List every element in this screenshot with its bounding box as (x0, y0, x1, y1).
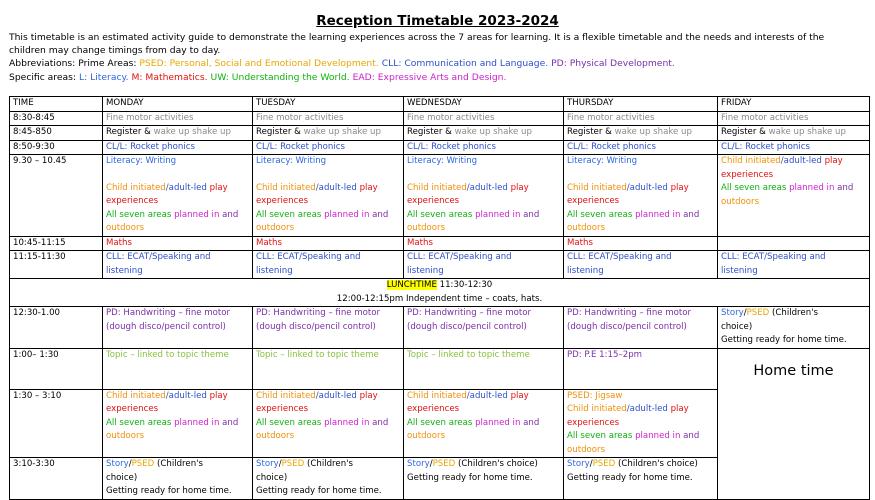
cell-child-initiated-block (564, 389, 718, 458)
cell-topic: Topic – linked to topic theme (404, 348, 564, 389)
child-initiated-line (256, 182, 400, 196)
outdoors-text: outdoors (407, 223, 446, 233)
abbr-l: L: Literacy. (78, 71, 129, 83)
child-initiated-text: Child initiated (106, 182, 166, 193)
cll-ecat-text: CLL: ECAT/Speaking and (567, 252, 672, 262)
planned-in-text: planned in (475, 209, 521, 220)
planned-in-text: planned in (475, 417, 521, 428)
lunch-cell (10, 279, 870, 307)
time-cell: 10:45-11:15 (10, 236, 103, 251)
register-text: Register & (567, 127, 612, 137)
register-text: Register & (106, 127, 151, 137)
and-text: and (523, 209, 540, 220)
childrens-choice-text: (Children's (304, 459, 353, 469)
experiences-text: experiences (256, 196, 309, 206)
story-text: Story (567, 459, 590, 469)
cell-cll-ecat (103, 251, 253, 279)
wake-up-text: wake up shake up (153, 127, 231, 137)
planned-in-text: planned in (635, 431, 681, 441)
time-cell: 12:30-1.00 (10, 307, 103, 349)
cell-register (564, 126, 718, 141)
slash-text: / (278, 459, 282, 469)
cell-handwriting (253, 307, 404, 349)
cell-story (404, 458, 564, 500)
experiences-text: experiences (106, 404, 159, 414)
table-row (10, 155, 870, 237)
cell-fine-motor: Fine motor activities (253, 111, 404, 126)
childrens-choice-text: (Children's choice) (615, 459, 698, 469)
childrens-choice-text: (Children's (769, 308, 818, 318)
all-seven-text: All seven areas (567, 209, 633, 220)
cell-literacy-block (253, 155, 404, 237)
play-text: play (510, 390, 529, 401)
choice-close-text: choice) (106, 472, 138, 483)
and-text: and (222, 417, 239, 428)
outdoors-text: outdoors (256, 431, 295, 441)
prime-areas-line (9, 57, 869, 70)
intro-line-1: This timetable is an estimated activity guide to demonstrate the learning experiences across the 7 areas for learning. It is a flexible timetable and the needs and interests of the (9, 32, 825, 43)
cell-fine-motor: Fine motor activities (564, 111, 718, 126)
table-row (10, 236, 870, 251)
getting-ready-text: Getting ready for home time. (256, 486, 382, 496)
handwriting-text: PD: Handwriting – fine motor (106, 308, 231, 318)
dough-disco-text: (dough disco/pencil control) (567, 321, 687, 332)
handwriting-text: PD: Handwriting – fine motor (407, 308, 532, 318)
all-seven-text: All seven areas (256, 417, 322, 428)
cell-cll-ecat (564, 251, 718, 279)
getting-ready-text: Getting ready for home time. (721, 335, 847, 345)
cell-topic: Topic – linked to topic theme (103, 348, 253, 389)
all-seven-text: All seven areas (567, 431, 633, 441)
psed-text: PSED (281, 459, 305, 469)
outdoors-text: outdoors (567, 444, 606, 455)
adult-led-text: /adult-led (626, 404, 668, 414)
all-seven-text: All seven areas (256, 209, 322, 220)
cell-story (564, 458, 718, 500)
cell-register (253, 126, 404, 141)
cell-story (103, 458, 253, 500)
time-cell: 1:00– 1:30 (10, 348, 103, 389)
table-row (10, 348, 870, 389)
header-row (10, 97, 870, 112)
child-initiated-text: Child initiated (106, 390, 166, 401)
psed-text: PSED (592, 459, 616, 469)
cell-cll-ecat (253, 251, 404, 279)
cell-story (718, 307, 870, 349)
child-initiated-text: Child initiated (256, 390, 316, 401)
time-cell: 9.30 – 10.45 (10, 155, 103, 237)
all-seven-text: All seven areas (106, 417, 172, 428)
planned-in-text: planned in (789, 183, 835, 193)
adult-led-text: /adult-led (466, 182, 508, 193)
child-initiated-text: Child initiated (256, 182, 316, 193)
story-text: Story (106, 459, 129, 469)
play-text: play (670, 404, 689, 414)
experiences-text: experiences (407, 196, 460, 206)
literacy-writing: Literacy: Writing (567, 156, 638, 166)
table-row (10, 126, 870, 141)
cell-child-initiated-block (253, 389, 404, 458)
adult-led-text: /adult-led (315, 182, 357, 193)
table-row (10, 111, 870, 126)
dough-disco-text: (dough disco/pencil control) (256, 321, 376, 332)
planned-in-text: planned in (324, 209, 370, 220)
slash-text: / (743, 308, 747, 318)
slash-text: / (128, 459, 132, 469)
cell-rocket-phonics: CL/L: Rocket phonics (253, 140, 404, 155)
play-text: play (670, 182, 689, 193)
header-wednesday: WEDNESDAY (404, 97, 564, 112)
timetable (9, 96, 870, 500)
adult-led-text: /adult-led (466, 390, 508, 401)
child-initiated-line (407, 182, 560, 196)
outdoors-text: outdoors (567, 223, 606, 233)
listening-text: listening (256, 265, 293, 276)
cell-child-initiated-block (718, 155, 870, 237)
intro-line-2: children may change timings from day to day. (9, 45, 221, 57)
home-time-text: Home time (753, 362, 834, 379)
time-cell: 11:15-11:30 (10, 251, 103, 279)
play-text: play (510, 182, 529, 193)
childrens-choice-text: (Children's (154, 459, 203, 469)
listening-text: listening (407, 265, 444, 276)
outdoors-text: outdoors (256, 223, 295, 233)
cell-rocket-phonics: CL/L: Rocket phonics (103, 140, 253, 155)
adult-led-text: /adult-led (315, 390, 357, 401)
child-initiated-text: Child initiated (407, 182, 467, 193)
story-text: Story (256, 459, 279, 469)
cell-fine-motor: Fine motor activities (718, 111, 870, 126)
cll-ecat-text: CLL: ECAT/Speaking and (407, 252, 512, 262)
all-seven-line (721, 182, 866, 196)
child-initiated-text: Child initiated (567, 182, 627, 193)
header-thursday: THURSDAY (564, 97, 718, 112)
play-text: play (209, 182, 228, 193)
cell-story (253, 458, 404, 500)
dough-disco-text: (dough disco/pencil control) (106, 321, 226, 332)
story-line (407, 458, 560, 472)
cell-register (103, 126, 253, 141)
choice-close-text: choice) (256, 472, 288, 483)
cell-register (718, 126, 870, 141)
cell-handwriting (564, 307, 718, 349)
adult-led-text: /adult-led (780, 156, 822, 166)
specific-areas-line (9, 71, 869, 84)
cell-maths: Maths (253, 236, 404, 251)
cell-literacy-block (564, 155, 718, 237)
dough-disco-text: (dough disco/pencil control) (407, 321, 527, 332)
slash-text: / (429, 459, 433, 469)
experiences-text: experiences (407, 404, 460, 414)
cell-home-time (718, 348, 870, 499)
story-line (721, 307, 866, 321)
play-text: play (824, 156, 843, 166)
abbr-uw: UW: Understanding the World. (210, 71, 350, 83)
header-tuesday: TUESDAY (253, 97, 404, 112)
child-initiated-text: Child initiated (407, 390, 467, 401)
lunch-row (10, 279, 870, 307)
cll-ecat-text: CLL: ECAT/Speaking and (721, 252, 826, 262)
story-text: Story (407, 459, 430, 469)
child-initiated-line (407, 390, 560, 404)
cell-register (404, 126, 564, 141)
abbr-pd: PD: Physical Development. (551, 58, 675, 70)
all-seven-line (106, 417, 249, 431)
all-seven-line (106, 209, 249, 223)
literacy-writing: Literacy: Writing (407, 156, 478, 166)
psed-jigsaw-text: PSED: Jigsaw (567, 390, 623, 401)
all-seven-text: All seven areas (407, 209, 473, 220)
cell-maths: Maths (404, 236, 564, 251)
cll-ecat-text: CLL: ECAT/Speaking and (106, 252, 211, 262)
psed-text: PSED (432, 459, 456, 469)
story-line (567, 458, 714, 472)
getting-ready-text: Getting ready for home time. (106, 486, 232, 496)
play-text: play (359, 182, 378, 193)
abbr-ead: EAD: Expressive Arts and Design. (352, 71, 507, 83)
table-row (10, 251, 870, 279)
specific-areas-label: Specific areas: (9, 71, 77, 83)
and-text: and (683, 209, 700, 220)
child-initiated-line (256, 390, 400, 404)
register-text: Register & (721, 127, 766, 137)
outdoors-text: outdoors (721, 196, 760, 207)
prime-areas-label: Abbreviations: Prime Areas: (9, 58, 137, 70)
all-seven-text: All seven areas (721, 183, 787, 193)
header-monday: MONDAY (103, 97, 253, 112)
listening-text: listening (567, 265, 604, 276)
all-seven-line (407, 417, 560, 431)
play-text: play (359, 390, 378, 401)
cell-fine-motor: Fine motor activities (103, 111, 253, 126)
cell-child-initiated-block (404, 389, 564, 458)
header-friday: FRIDAY (718, 97, 870, 112)
time-cell: 1:30 – 3:10 (10, 389, 103, 458)
wake-up-text: wake up shake up (454, 127, 532, 137)
register-text: Register & (407, 127, 452, 137)
cell-maths: Maths (564, 236, 718, 251)
handwriting-text: PD: Handwriting – fine motor (567, 308, 692, 318)
cell-rocket-phonics: CL/L: Rocket phonics (718, 140, 870, 155)
adult-led-text: /adult-led (165, 182, 207, 193)
story-text: Story (721, 308, 744, 318)
experiences-text: experiences (567, 417, 620, 428)
and-text: and (683, 431, 700, 441)
outdoors-text: outdoors (106, 223, 145, 233)
child-initiated-line (106, 390, 249, 404)
cell-pd-pe: PD: P.E 1:15–2pm (564, 348, 718, 389)
page-title: Reception Timetable 2023-2024 (316, 13, 559, 29)
wake-up-text: wake up shake up (614, 127, 692, 137)
all-seven-text: All seven areas (106, 209, 172, 220)
wake-up-text: wake up shake up (303, 127, 381, 137)
wake-up-text: wake up shake up (768, 127, 846, 137)
lunchtime-label: LUNCHTIME (386, 280, 437, 290)
abbr-cll: CLL: Communication and Language. (381, 58, 549, 70)
choice-close-text: choice) (721, 321, 753, 332)
child-initiated-text: Child initiated (567, 404, 627, 414)
child-initiated-line (567, 403, 714, 417)
cell-child-initiated-block (103, 389, 253, 458)
time-cell: 3:10-3:30 (10, 458, 103, 500)
cell-cll-ecat (404, 251, 564, 279)
experiences-text: experiences (106, 196, 159, 206)
cll-ecat-text: CLL: ECAT/Speaking and (256, 252, 361, 262)
all-seven-text: All seven areas (407, 417, 473, 428)
adult-led-text: /adult-led (626, 182, 668, 193)
outdoors-text: outdoors (106, 431, 145, 441)
story-line (256, 458, 400, 472)
time-cell: 8:50-9:30 (10, 140, 103, 155)
cell-literacy-block (103, 155, 253, 237)
abbr-m: M: Mathematics. (131, 71, 208, 83)
and-text: and (372, 209, 389, 220)
outdoors-text: outdoors (407, 431, 446, 441)
and-text: and (372, 417, 389, 428)
listening-text: listening (721, 265, 758, 276)
child-initiated-line (106, 182, 249, 196)
planned-in-text: planned in (324, 417, 370, 428)
child-initiated-line (721, 155, 866, 169)
literacy-writing: Literacy: Writing (106, 156, 177, 166)
cell-literacy-block (404, 155, 564, 237)
all-seven-line (256, 209, 400, 223)
slash-text: / (589, 459, 593, 469)
planned-in-text: planned in (174, 417, 220, 428)
all-seven-line (567, 209, 714, 223)
cell-rocket-phonics: CL/L: Rocket phonics (564, 140, 718, 155)
handwriting-text: PD: Handwriting – fine motor (256, 308, 381, 318)
and-text: and (222, 209, 239, 220)
listening-text: listening (106, 265, 143, 276)
lunch-time-range: 11:30-12:30 (439, 280, 493, 290)
getting-ready-text: Getting ready for home time. (567, 472, 693, 483)
cell-maths: Maths (103, 236, 253, 251)
cell-handwriting (404, 307, 564, 349)
experiences-text: experiences (256, 404, 309, 414)
experiences-text: experiences (567, 196, 620, 206)
planned-in-text: planned in (635, 209, 681, 220)
cell-handwriting (103, 307, 253, 349)
play-text: play (209, 390, 228, 401)
table-row (10, 140, 870, 155)
time-cell: 8:45-850 (10, 126, 103, 141)
cell-rocket-phonics: CL/L: Rocket phonics (404, 140, 564, 155)
getting-ready-text: Getting ready for home time. (407, 472, 533, 483)
adult-led-text: /adult-led (165, 390, 207, 401)
psed-text: PSED (746, 308, 770, 318)
abbr-psed: PSED: Personal, Social and Emotional Development. (139, 58, 379, 70)
cell-empty (718, 236, 870, 251)
cell-topic: Topic – linked to topic theme (253, 348, 404, 389)
and-text: and (837, 183, 854, 193)
lunch-line (13, 279, 866, 293)
experiences-text: experiences (721, 169, 774, 180)
child-initiated-text: Child initiated (721, 156, 781, 166)
cell-cll-ecat (718, 251, 870, 279)
register-text: Register & (256, 127, 301, 137)
child-initiated-line (567, 182, 714, 196)
planned-in-text: planned in (174, 209, 220, 220)
table-row (10, 307, 870, 349)
all-seven-line (407, 209, 560, 223)
all-seven-line (256, 417, 400, 431)
and-text: and (523, 417, 540, 428)
cell-fine-motor: Fine motor activities (404, 111, 564, 126)
intro-text (9, 31, 869, 84)
all-seven-line (567, 430, 714, 444)
literacy-writing: Literacy: Writing (256, 156, 327, 166)
time-cell: 8:30-8:45 (10, 111, 103, 126)
independent-time: 12:00-12:15pm Independent time – coats, hats. (336, 293, 543, 304)
psed-text: PSED (131, 459, 155, 469)
header-time: TIME (10, 97, 103, 112)
childrens-choice-text: (Children's choice) (455, 459, 538, 469)
story-line (106, 458, 249, 472)
